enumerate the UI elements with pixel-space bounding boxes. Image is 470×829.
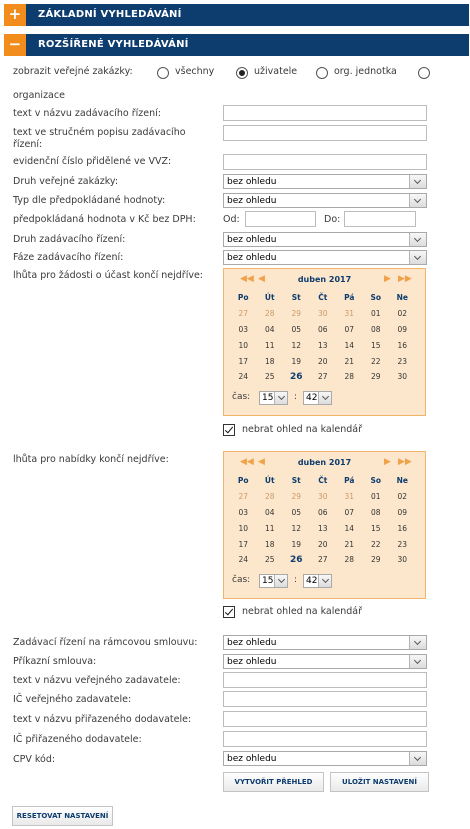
basic-search-header[interactable] xyxy=(4,4,469,26)
prev-month-icon[interactable]: ◀ xyxy=(258,457,265,467)
chevron-down-icon xyxy=(409,233,426,246)
calendar-day[interactable]: 27 xyxy=(317,372,328,382)
basic-search-title: ZÁKLADNÍ VYHLEDÁVÁNÍ xyxy=(38,9,182,20)
calendar-day[interactable]: 22 xyxy=(370,356,381,366)
calendar-day[interactable]: 29 xyxy=(291,309,302,319)
calendar-day[interactable]: 30 xyxy=(317,309,328,319)
calendar-day[interactable]: 10 xyxy=(238,340,249,350)
value-to-label: Do: xyxy=(324,214,341,225)
next-year-icon[interactable]: ▶▶ xyxy=(398,274,412,284)
calendar-day[interactable]: 12 xyxy=(291,523,302,533)
calendar-day[interactable]: 27 xyxy=(317,555,328,565)
calendar-day[interactable]: 17 xyxy=(238,539,249,549)
create-overview-button[interactable]: VYTVOŘIT PŘEHLED xyxy=(223,772,324,792)
calendar-day[interactable]: 03 xyxy=(238,324,249,334)
calendar-day[interactable]: 15 xyxy=(370,523,381,533)
weekday: Čt xyxy=(318,293,328,303)
name-text-input[interactable] xyxy=(223,105,427,121)
calendar-offers xyxy=(223,451,426,599)
calendar-day[interactable]: 28 xyxy=(344,372,355,382)
calendar-day[interactable]: 16 xyxy=(397,523,408,533)
cpv-label: CPV kód: xyxy=(13,754,56,765)
calendar-day-today[interactable]: 26 xyxy=(289,371,303,382)
calendar-day[interactable]: 27 xyxy=(238,309,249,319)
contract-type-select[interactable]: bez ohledu xyxy=(223,174,427,189)
time-separator: : xyxy=(294,575,298,585)
calendar-day-today[interactable]: 26 xyxy=(289,554,303,565)
calendar-day[interactable]: 03 xyxy=(238,507,249,517)
calendar-day[interactable]: 06 xyxy=(317,507,328,517)
chevron-down-icon xyxy=(318,392,331,404)
ignore-calendar-label: nebrat ohled na kalendář xyxy=(242,606,363,617)
advanced-search-title: ROZŠÍŘENÉ VYHLEDÁVÁNÍ xyxy=(38,39,189,50)
calendar-day[interactable]: 31 xyxy=(344,309,355,319)
weekday: Čt xyxy=(318,476,328,486)
weekday: St xyxy=(291,476,301,486)
calendar-day[interactable]: 11 xyxy=(264,340,275,350)
value-from-label: Od: xyxy=(223,214,240,225)
chevron-down-icon xyxy=(274,575,287,587)
calendar-day[interactable]: 27 xyxy=(238,492,249,502)
calendar-day[interactable]: 18 xyxy=(264,539,275,549)
hour-select[interactable]: 15 xyxy=(259,574,288,588)
calendar-participation xyxy=(223,268,426,416)
calendar-day[interactable]: 01 xyxy=(370,492,381,502)
mandate-label: Příkazní smlouva: xyxy=(13,656,97,667)
radio-organization-label: organizace xyxy=(13,90,65,101)
time-label: čas: xyxy=(232,575,251,585)
calendar-day[interactable]: 19 xyxy=(291,539,302,549)
calendar-day[interactable]: 21 xyxy=(344,539,355,549)
supplier-ic-label: IČ přiřazeného dodavatele: xyxy=(13,734,142,745)
calendar-day[interactable]: 30 xyxy=(397,555,408,565)
calendar-day[interactable]: 24 xyxy=(238,555,249,565)
calendar-day[interactable]: 23 xyxy=(397,539,408,549)
calendar-day[interactable]: 31 xyxy=(344,492,355,502)
calendar-day[interactable]: 18 xyxy=(264,356,275,366)
phase-label: Fáze zadávacího řízení: xyxy=(13,252,124,263)
weekday: St xyxy=(291,293,301,303)
calendar-day[interactable]: 23 xyxy=(397,356,408,366)
calendar-day[interactable]: 29 xyxy=(370,555,381,565)
vvz-number-input[interactable] xyxy=(223,154,427,170)
supplier-name-input[interactable] xyxy=(223,711,427,727)
hour-select[interactable]: 15 xyxy=(259,391,288,405)
chevron-down-icon xyxy=(409,752,426,765)
phase-select[interactable]: bez ohledu xyxy=(223,250,427,265)
value-type-select[interactable]: bez ohledu xyxy=(223,193,427,208)
radio-org-unit[interactable] xyxy=(316,67,328,79)
calendar-day[interactable]: 14 xyxy=(344,523,355,533)
procedure-type-select[interactable]: bez ohledu xyxy=(223,232,427,247)
weekday: Po xyxy=(237,476,249,486)
calendar-day[interactable]: 09 xyxy=(397,507,408,517)
value-czk-label: předpokládaná hodnota v Kč bez DPH: xyxy=(13,214,196,225)
reset-settings-button[interactable]: RESETOVAT NASTAVENÍ xyxy=(12,806,113,826)
desc-text-input[interactable] xyxy=(223,125,427,141)
chevron-down-icon xyxy=(409,655,426,668)
cpv-select[interactable]: bez ohledu xyxy=(223,751,427,766)
weekday: Pá xyxy=(344,476,355,486)
expand-icon[interactable]: + xyxy=(4,4,26,26)
calendar-day[interactable]: 08 xyxy=(370,324,381,334)
calendar-day[interactable]: 22 xyxy=(370,539,381,549)
chevron-down-icon xyxy=(409,175,426,188)
calendar-day[interactable]: 29 xyxy=(291,492,302,502)
calendar-day[interactable]: 11 xyxy=(264,523,275,533)
calendar-day[interactable]: 17 xyxy=(238,356,249,366)
chevron-down-icon xyxy=(409,194,426,207)
public-buyer-ic-input[interactable] xyxy=(223,691,427,707)
time-label: čas: xyxy=(232,392,251,402)
mandate-select[interactable]: bez ohledu xyxy=(223,654,427,669)
deadline-participation-label: lhůta pro žádosti o účast končí nejdříve: xyxy=(13,270,204,281)
framework-select[interactable]: bez ohledu xyxy=(223,635,427,650)
calendar-day[interactable]: 16 xyxy=(397,340,408,350)
radio-organization[interactable] xyxy=(418,67,430,79)
calendar-day[interactable]: 08 xyxy=(370,507,381,517)
calendar-day[interactable]: 02 xyxy=(397,492,408,502)
calendar-day[interactable]: 07 xyxy=(344,507,355,517)
weekday: Út xyxy=(264,476,275,486)
calendar-grid xyxy=(230,290,416,385)
calendar-day[interactable]: 20 xyxy=(317,539,328,549)
weekday: So xyxy=(370,293,382,303)
radio-user-label: uživatele xyxy=(254,66,298,77)
calendar-day[interactable]: 25 xyxy=(264,555,275,565)
calendar-day[interactable]: 29 xyxy=(370,372,381,382)
chevron-down-icon xyxy=(318,575,331,587)
calendar-day[interactable]: 05 xyxy=(291,324,302,334)
calendar-month: duben 2017 xyxy=(297,275,352,284)
calendar-day[interactable]: 10 xyxy=(238,523,249,533)
collapse-icon[interactable]: − xyxy=(4,34,26,56)
weekday: Út xyxy=(264,293,275,303)
ignore-calendar-label: nebrat ohled na kalendář xyxy=(242,424,363,435)
weekday: Po xyxy=(237,293,249,303)
calendar-day[interactable]: 06 xyxy=(317,324,328,334)
calendar-day[interactable]: 12 xyxy=(291,340,302,350)
calendar-grid xyxy=(230,473,416,568)
calendar-day[interactable]: 30 xyxy=(397,372,408,382)
value-type-label: Typ dle předpokládané hodnoty: xyxy=(13,195,166,206)
calendar-day[interactable]: 25 xyxy=(264,372,275,382)
calendar-day[interactable]: 28 xyxy=(344,555,355,565)
save-settings-button[interactable]: ULOŽIT NASTAVENÍ xyxy=(330,772,429,792)
deadline-offers-label: lhůta pro nabídky končí nejdříve: xyxy=(13,454,169,465)
weekday: Ne xyxy=(396,293,408,303)
advanced-search-header[interactable] xyxy=(4,34,469,56)
prev-year-icon[interactable]: ◀◀ xyxy=(240,274,254,284)
next-month-icon[interactable]: ▶ xyxy=(384,457,391,467)
next-year-icon[interactable]: ▶▶ xyxy=(398,457,412,467)
calendar-day[interactable]: 20 xyxy=(317,356,328,366)
value-from-input[interactable] xyxy=(245,211,316,227)
chevron-down-icon xyxy=(409,636,426,649)
supplier-ic-input[interactable] xyxy=(223,731,427,747)
calendar-day[interactable]: 13 xyxy=(317,340,328,350)
minute-select[interactable]: 42 xyxy=(303,574,332,588)
calendar-day[interactable]: 13 xyxy=(317,523,328,533)
calendar-day[interactable]: 09 xyxy=(397,324,408,334)
desc-text-label: text ve stručném popisu zadávacího řízení: xyxy=(13,127,186,150)
weekday: Ne xyxy=(396,476,408,486)
procedure-type-label: Druh zadávacího řízení: xyxy=(13,234,126,245)
chevron-down-icon xyxy=(274,392,287,404)
calendar-day[interactable]: 07 xyxy=(344,324,355,334)
calendar-month: duben 2017 xyxy=(297,458,352,467)
public-buyer-name-label: text v názvu veřejného zadavatele: xyxy=(13,675,181,686)
prev-year-icon[interactable]: ◀◀ xyxy=(240,457,254,467)
calendar-day[interactable]: 04 xyxy=(264,324,275,334)
radio-all[interactable] xyxy=(157,67,169,79)
next-month-icon[interactable]: ▶ xyxy=(384,274,391,284)
calendar-day[interactable]: 04 xyxy=(264,507,275,517)
show-contracts-label: zobrazit veřejné zakázky: xyxy=(13,66,133,77)
chevron-down-icon xyxy=(409,251,426,264)
calendar-day[interactable]: 19 xyxy=(291,356,302,366)
framework-label: Zadávací řízení na rámcovou smlouvu: xyxy=(13,637,198,648)
ignore-calendar-checkbox[interactable] xyxy=(223,424,235,436)
calendar-day[interactable]: 28 xyxy=(264,309,275,319)
radio-user[interactable] xyxy=(236,67,248,79)
name-text-label: text v názvu zadávacího řízení: xyxy=(13,108,161,119)
calendar-day[interactable]: 21 xyxy=(344,356,355,366)
calendar-day[interactable]: 01 xyxy=(370,309,381,319)
weekday: So xyxy=(370,476,382,486)
calendar-day[interactable]: 05 xyxy=(291,507,302,517)
weekday: Pá xyxy=(344,293,355,303)
calendar-day[interactable]: 30 xyxy=(317,492,328,502)
contract-type-label: Druh veřejné zakázky: xyxy=(13,176,119,187)
time-separator: : xyxy=(294,392,298,402)
calendar-day[interactable]: 02 xyxy=(397,309,408,319)
calendar-day[interactable]: 14 xyxy=(344,340,355,350)
public-buyer-name-input[interactable] xyxy=(223,672,427,688)
public-buyer-ic-label: IČ veřejného zadavatele: xyxy=(13,694,132,705)
supplier-name-label: text v názvu přiřazeného dodavatele: xyxy=(13,714,192,725)
radio-all-label: všechny xyxy=(175,66,215,77)
calendar-day[interactable]: 15 xyxy=(370,340,381,350)
ignore-calendar-checkbox[interactable] xyxy=(223,606,235,618)
prev-month-icon[interactable]: ◀ xyxy=(258,274,265,284)
calendar-day[interactable]: 24 xyxy=(238,372,249,382)
minute-select[interactable]: 42 xyxy=(303,391,332,405)
vvz-number-label: evidenční číslo přidělené ve VVZ: xyxy=(13,156,172,167)
value-to-input[interactable] xyxy=(344,211,416,227)
radio-org-unit-label: org. jednotka xyxy=(334,66,397,77)
calendar-day[interactable]: 28 xyxy=(264,492,275,502)
